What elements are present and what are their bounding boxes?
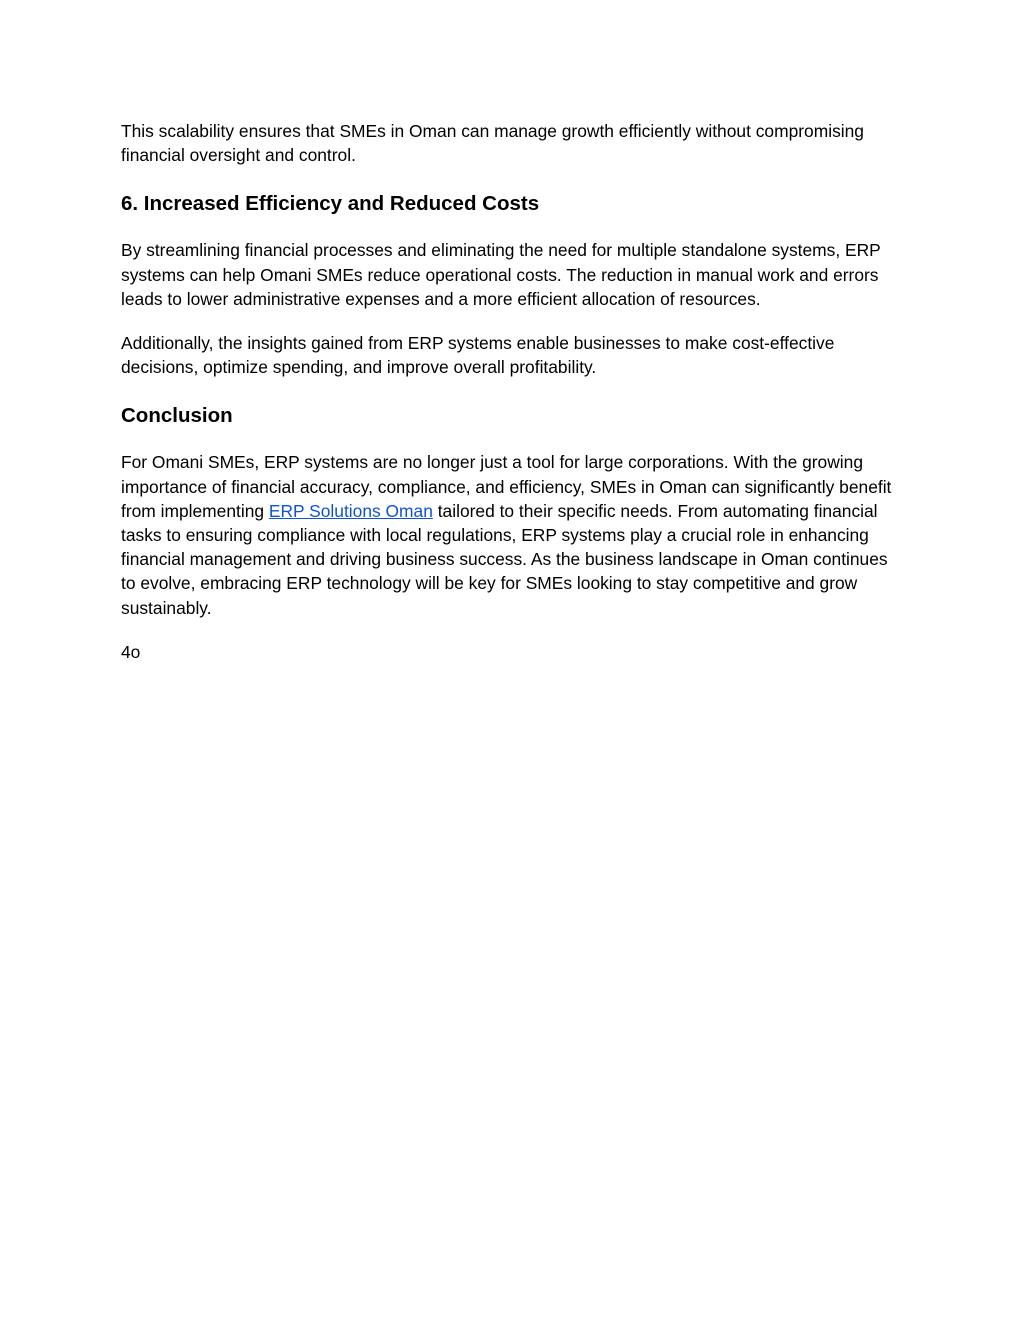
trailing-text: 4o: [121, 641, 141, 662]
conclusion-text-before-link: For Omani SMEs, ERP systems are no longer just a tool for large corporations. With the growing importance of financial accuracy, compliance, and efficiency, SMEs in Oman can significantly benefit from implementing: [121, 452, 892, 521]
streamlining-paragraph: By streamlining financial processes and eliminating the need for multiple standalone systems, ERP systems can help Omani SMEs reduce operational costs. The reduction in manual work and errors leads to lower administrative expenses and a more efficient allocation of resources.: [121, 240, 881, 309]
erp-solutions-oman-link[interactable]: ERP Solutions Oman: [268, 500, 433, 521]
efficiency-heading: 6. Increased Efficiency and Reduced Costs: [121, 192, 540, 216]
conclusion-text-after-link: tailored to their specific needs. From automating financial tasks to ensuring compliance with local regulations, ERP systems play a crucial role in enhancing financial management and driving business success. As the business landscape in Oman continues to evolve, embracing ERP technology will be key for SMEs looking to stay competitive and grow sustainably.: [121, 500, 888, 618]
conclusion-heading: Conclusion: [121, 404, 233, 428]
conclusion-paragraph: [121, 450, 896, 619]
scalability-paragraph: This scalability ensures that SMEs in Oman can manage growth efficiently without compromising financial oversight and control.: [121, 121, 864, 166]
insights-paragraph: Additionally, the insights gained from ERP systems enable businesses to make cost-effective decisions, optimize spending, and improve overall profitability.: [121, 333, 835, 378]
document-page: [121, 119, 896, 664]
